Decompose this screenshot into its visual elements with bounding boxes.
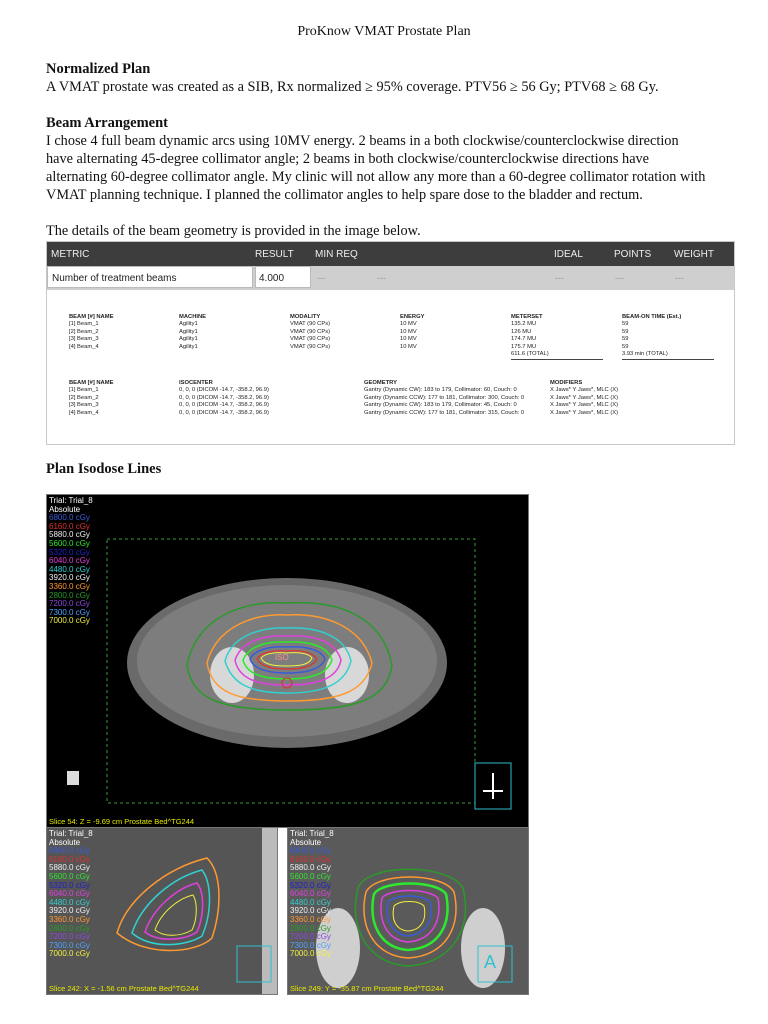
dash: ---	[377, 273, 386, 283]
dash: ---	[615, 273, 624, 283]
metric-name: Number of treatment beams	[47, 266, 253, 288]
isodose-level-label: 3920.0 cGy	[290, 906, 331, 916]
beams-col-meterset: METERSET 135.2 MU 126 MU 174.7 MU 175.7 MU 611.6 (TOTAL)	[511, 314, 549, 358]
geom-col-modifiers: MODIFIERS X Jaws* Y Jaws*, MLC (X) X Jaws* Y Jaws*, MLC (X) X Jaws* Y Jaws*, MLC (X) X Jaws* Y Jaws*, MLC (X)	[550, 380, 619, 416]
isodose-heading: Plan Isodose Lines	[46, 461, 162, 477]
axial-ct-image	[46, 494, 529, 828]
isodose-level-label: 7300.0 cGy	[290, 940, 331, 950]
normalized-text: A VMAT prostate was created as a SIB, Rx normalized ≥ 95% coverage. PTV56 ≥ 56 Gy; PTV68 ≥ 68 Gy.	[46, 79, 659, 95]
coronal-legend	[290, 830, 334, 959]
isodose-level-label: 7300.0 cGy	[49, 607, 90, 617]
metric-header	[47, 242, 734, 266]
metric-table	[46, 241, 735, 445]
isodose-level-label: 3360.0 cGy	[49, 914, 90, 924]
legend-trial: Trial: Trial_8	[49, 496, 93, 505]
coronal-ct-image	[287, 827, 529, 995]
isodose-level-label: 3360.0 cGy	[49, 581, 90, 591]
geom-col-isocenter: ISOCENTER 0, 0, 0 (DICOM -14.7, -358.2, 96.9) 0, 0, 0 (DICOM -14.7, -358.2, 96.9) 0, 0, 0 (DICOM -14.7, -358.2, 96.9) 0, 0, 0 (DICOM -14.7, -358.2, 96.9)	[179, 380, 269, 416]
beam-line-1: I chose 4 full beam dynamic arcs using 10MV energy. 2 beams in a both clockwise/counterclockwise direction	[46, 133, 679, 149]
isodose-level-label: 6040.0 cGy	[49, 556, 90, 566]
isodose-level-label: 5880.0 cGy	[49, 863, 90, 873]
isodose-level-label: 5600.0 cGy	[290, 871, 331, 881]
time-total-rule	[622, 359, 714, 360]
isodose-level-label: 3920.0 cGy	[49, 573, 90, 583]
isodose-level-label: 6800.0 cGy	[290, 846, 331, 856]
beam-line-2: have alternating 45-degree collimator angle; 2 beams in both clockwise/counterclockwise directions have	[46, 151, 650, 167]
beam-line-3: alternating 60-degree collimator angle. My clinic will not allow any more than a 60-degree collimator rotation with	[46, 169, 706, 185]
isodose-level-label: 5880.0 cGy	[49, 530, 90, 540]
beams-col-machine: MACHINE Agility1 Agility1 Agility1 Agility1	[179, 314, 207, 350]
isodose-level-label: 6800.0 cGy	[49, 513, 90, 523]
isodose-level-label: 6040.0 cGy	[49, 889, 90, 899]
isodose-level-label: 6040.0 cGy	[290, 889, 331, 899]
normalized-heading: Normalized Plan	[46, 61, 151, 77]
isodose-level-label: 5320.0 cGy	[49, 547, 90, 557]
isodose-level-label: 7200.0 cGy	[49, 932, 90, 942]
isodose-level-label: 2800.0 cGy	[290, 923, 331, 933]
isodose-level-label: 2800.0 cGy	[49, 923, 90, 933]
beams-col-modality: MODALITY VMAT (90 CPs) VMAT (90 CPs) VMAT (90 CPs) VMAT (90 CPs)	[290, 314, 331, 350]
legend-trial: Trial: Trial_8	[290, 829, 334, 838]
isodose-level-label: 6160.0 cGy	[49, 854, 90, 864]
beam-details: The details of the beam geometry is provided in the image below.	[46, 223, 421, 239]
dash: ---	[555, 273, 564, 283]
legend-absolute: Absolute	[49, 504, 81, 514]
document-title: ProKnow VMAT Prostate Plan	[297, 24, 471, 39]
isodose-level-label: 6160.0 cGy	[290, 854, 331, 864]
isodose-level-label: 6160.0 cGy	[49, 521, 90, 531]
sagittal-legend	[49, 830, 93, 959]
beams-col-name: BEAM [#] NAME [1] Beam_1 [2] Beam_2 [3] Beam_3 [4] Beam_4	[69, 314, 114, 350]
axial-slice-label: Slice 54: Z = -9.69 cm Prostate Bed^TG244	[49, 817, 195, 826]
coronal-slice-label: Slice 249: Y = -35.87 cm Prostate Bed^TG244	[290, 984, 444, 993]
isodose-level-label: 5600.0 cGy	[49, 871, 90, 881]
col-min-req: MIN REQ	[315, 249, 358, 260]
geom-col-name: BEAM [#] NAME [1] Beam_1 [2] Beam_2 [3] Beam_3 [4] Beam_4	[69, 380, 114, 416]
view-letter: A	[484, 952, 497, 972]
col-points: POINTS	[614, 249, 652, 260]
col-weight: WEIGHT	[674, 249, 714, 260]
isodose-level-label: 7000.0 cGy	[49, 949, 90, 959]
isodose-level-label: 5880.0 cGy	[290, 863, 331, 873]
isodose-level-label: 4480.0 cGy	[49, 564, 90, 574]
isodose-level-label: 4480.0 cGy	[49, 897, 90, 907]
isodose-level-label: 3920.0 cGy	[49, 906, 90, 916]
iso-label: ISO	[275, 653, 289, 662]
col-metric: METRIC	[51, 249, 90, 260]
isodose-level-label: 3360.0 cGy	[290, 914, 331, 924]
geom-col-geometry: GEOMETRY Gantry (Dynamic CW): 183 to 179, Collimator: 60, Couch: 0 Gantry (Dynamic CCW): 177 to 181, Collimator: 300, Couch: 0 Gantry (Dynamic CW): 183 to 179, Collimator: 45, Couch: 0 Gantry (Dynamic CCW): 177 to 181, Collimator: 315, Couch: 0	[364, 380, 525, 416]
isodose-level-label: 4480.0 cGy	[290, 897, 331, 907]
beams-col-time: BEAM-ON TIME (Est.) 59 59 59 59 3.93 min (TOTAL)	[622, 314, 682, 358]
col-ideal: IDEAL	[554, 249, 583, 260]
meterset-total-rule	[511, 359, 603, 360]
metric-row	[47, 266, 734, 290]
beam-heading: Beam Arrangement	[46, 115, 169, 131]
isodose-level-label: 7200.0 cGy	[49, 599, 90, 609]
isodose-level-label: 7300.0 cGy	[49, 940, 90, 950]
sagittal-slice-label: Slice 242: X = -1.56 cm Prostate Bed^TG244	[49, 984, 199, 993]
legend-absolute: Absolute	[49, 837, 81, 847]
isodose-level-label: 7000.0 cGy	[49, 616, 90, 626]
dash: ---	[675, 273, 684, 283]
legend-trial: Trial: Trial_8	[49, 829, 93, 838]
legend-absolute: Absolute	[290, 837, 322, 847]
isodose-level-label: 5600.0 cGy	[49, 538, 90, 548]
axial-legend	[49, 497, 93, 626]
isodose-level-label: 5320.0 cGy	[290, 880, 331, 890]
dash: ---	[317, 273, 326, 283]
col-result: RESULT	[255, 249, 294, 260]
isodose-level-label: 7000.0 cGy	[290, 949, 331, 959]
beam-line-4: VMAT planning technique. I planned the collimator angles to help spare dose to the bladder and rectum.	[46, 187, 643, 203]
isodose-level-label: 2800.0 cGy	[49, 590, 90, 600]
metric-result: 4.000	[255, 266, 311, 288]
sagittal-ct-image	[46, 827, 278, 995]
isodose-level-label: 7200.0 cGy	[290, 932, 331, 942]
isodose-level-label: 6800.0 cGy	[49, 846, 90, 856]
isodose-level-label: 5320.0 cGy	[49, 880, 90, 890]
beams-col-energy: ENERGY 10 MV 10 MV 10 MV 10 MV	[400, 314, 425, 350]
